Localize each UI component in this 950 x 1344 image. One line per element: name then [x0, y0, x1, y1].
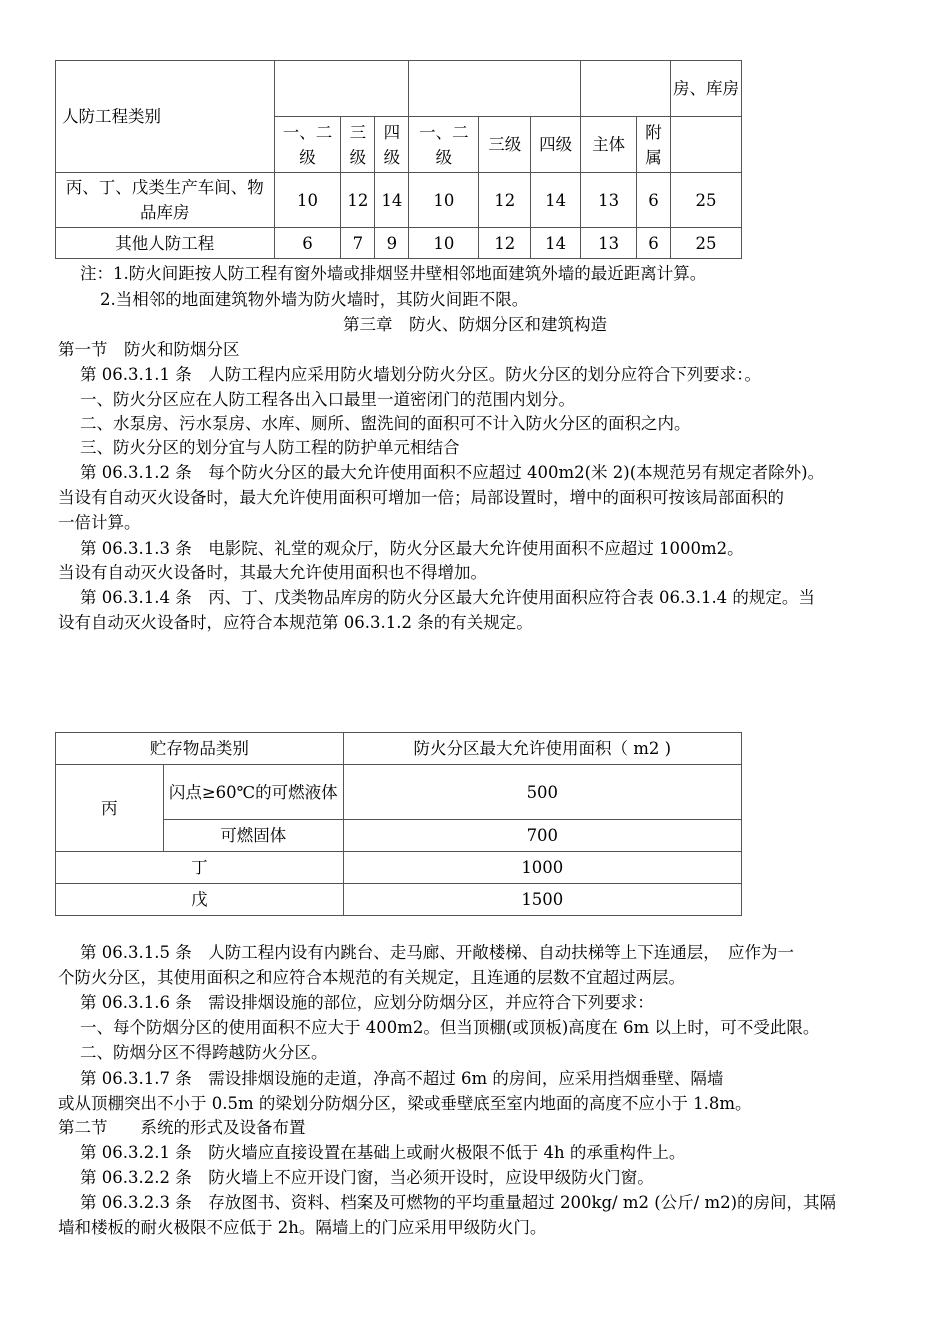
paragraph: 一、每个防烟分区的使用面积不应大于 400m2。但当顶棚(或顶板)高度在 6m 以上时，可不受此限。	[80, 1018, 820, 1037]
paragraph: 当设有自动灭火设备时，最大允许使用面积可增加一倍；局部设置时，增中的面积可按该局部面积的	[58, 488, 784, 507]
paragraph: 二、防烟分区不得跨越防火分区。	[80, 1043, 328, 1062]
paragraph: 第 06.3.1.2 条 每个防火分区的最大允许使用面积不应超过 400m2(米 2)(本规范另有规定者除外)。	[80, 463, 825, 482]
paragraph: 第 06.3.2.1 条 防火墙应直接设置在基础上或耐火极限不低于 4h 的承重构件上。	[80, 1143, 686, 1162]
table-row: 其他人防工程 6 7 9 10 12 14 13 6 25	[56, 228, 742, 259]
paragraph: 第 06.3.2.3 条 存放图书、资料、档案及可燃物的平均重量超过 200kg/ m2 (公斤/ m2)的房间，其隔	[80, 1193, 837, 1212]
paragraph: 第 06.3.1.7 条 需设排烟设施的走道，净高不超过 6m 的房间，应采用挡烟垂壁、隔墙	[80, 1069, 724, 1088]
paragraph: 或从顶棚突出不小于 0.5m 的梁划分防烟分区，梁或垂壁底至室内地面的高度不应小于 1.8m。	[58, 1094, 752, 1113]
chapter-title: 第三章 防火、防烟分区和建筑构造	[343, 315, 607, 334]
note-2: 2.当相邻的地面建筑物外墙为防火墙时，其防火间距不限。	[100, 290, 529, 309]
paragraph: 个防火分区，其使用面积之和应符合本规范的有关规定，且连通的层数不宜超过两层。	[58, 968, 685, 987]
header-category: 贮存物品类别	[56, 733, 344, 765]
paragraph: 二、水泵房、污水泵房、水库、厕所、盥洗间的面积可不计入防火分区的面积之内。	[80, 414, 691, 433]
row-label: 其他人防工程	[56, 228, 275, 259]
table-row: 丁 1000	[56, 852, 742, 884]
table-row: 戊 1500	[56, 884, 742, 916]
paragraph: 墙和楼板的耐火极限不应低于 2h。隔墙上的门应采用甲级防火门。	[58, 1218, 547, 1237]
subheader: 三级	[341, 117, 375, 173]
group-bing: 丙	[56, 765, 164, 852]
table-row: 丙、丁、戊类生产车间、物品库房 10 12 14 10 12 14 13 6 25	[56, 173, 742, 228]
paragraph: 第 06.3.1.3 条 电影院、礼堂的观众厅，防火分区最大允许使用面积不应超过 1000m2。	[80, 539, 744, 558]
subheader: 三级	[479, 117, 531, 173]
paragraph: 设有自动灭火设备时，应符合本规范第 06.3.1.2 条的有关规定。	[58, 613, 533, 632]
subheader: 一、二级	[409, 117, 479, 173]
paragraph: 第 06.3.1.5 条 人防工程内设有内跳台、走马廊、开敞楼梯、自动扶梯等上下连通层， 应作为一	[80, 943, 794, 962]
paragraph: 第 06.3.1.1 条 人防工程内应采用防火墙划分防火分区。防火分区的划分应符合下列要求：。	[80, 365, 761, 384]
subheader: 四级	[375, 117, 409, 173]
paragraph: 第 06.3.2.2 条 防火墙上不应开设门窗，当必须开设时，应设甲级防火门窗。	[80, 1168, 654, 1187]
paragraph: 当设有自动灭火设备时，其最大允许使用面积也不得增加。	[58, 563, 487, 582]
subheader: 主体	[581, 117, 637, 173]
header-area: 防火分区最大允许使用面积（ m2 )	[343, 733, 741, 765]
paragraph: 一倍计算。	[58, 513, 141, 532]
subheader: 附属	[637, 117, 671, 173]
note-1: 注：1.防火间距按人防工程有窗外墙或排烟竖井壁相邻地面建筑外墙的最近距离计算。	[80, 264, 707, 283]
fire-spacing-table	[55, 60, 742, 259]
paragraph: 三、防火分区的划分宜与人防工程的防护单元相结合	[80, 438, 460, 457]
paragraph: 第 06.3.1.6 条 需设排烟设施的部位，应划分防烟分区，并应符合下列要求：	[80, 993, 654, 1012]
table-row: 可燃固体 700	[56, 820, 742, 852]
subheader: 四级	[531, 117, 581, 173]
category-header: 人防工程类别	[56, 61, 275, 173]
section-title: 第一节 防火和防烟分区	[58, 340, 240, 359]
paragraph: 第 06.3.1.4 条 丙、丁、戊类物品库房的防火分区最大允许使用面积应符合表 06.3.1.4 的规定。当	[80, 588, 815, 607]
warehouse-header: 房、库房	[670, 61, 741, 117]
section-title: 第二节 系统的形式及设备布置	[58, 1118, 306, 1137]
paragraph: 一、防火分区应在人防工程各出入口最里一道密闭门的范围内划分。	[80, 390, 575, 409]
row-label: 丙、丁、戊类生产车间、物品库房	[56, 173, 275, 228]
table-row: 丙 闪点≥60℃的可燃液体 500	[56, 765, 742, 820]
storage-area-table	[55, 732, 742, 916]
subheader: 一、二级	[274, 117, 341, 173]
